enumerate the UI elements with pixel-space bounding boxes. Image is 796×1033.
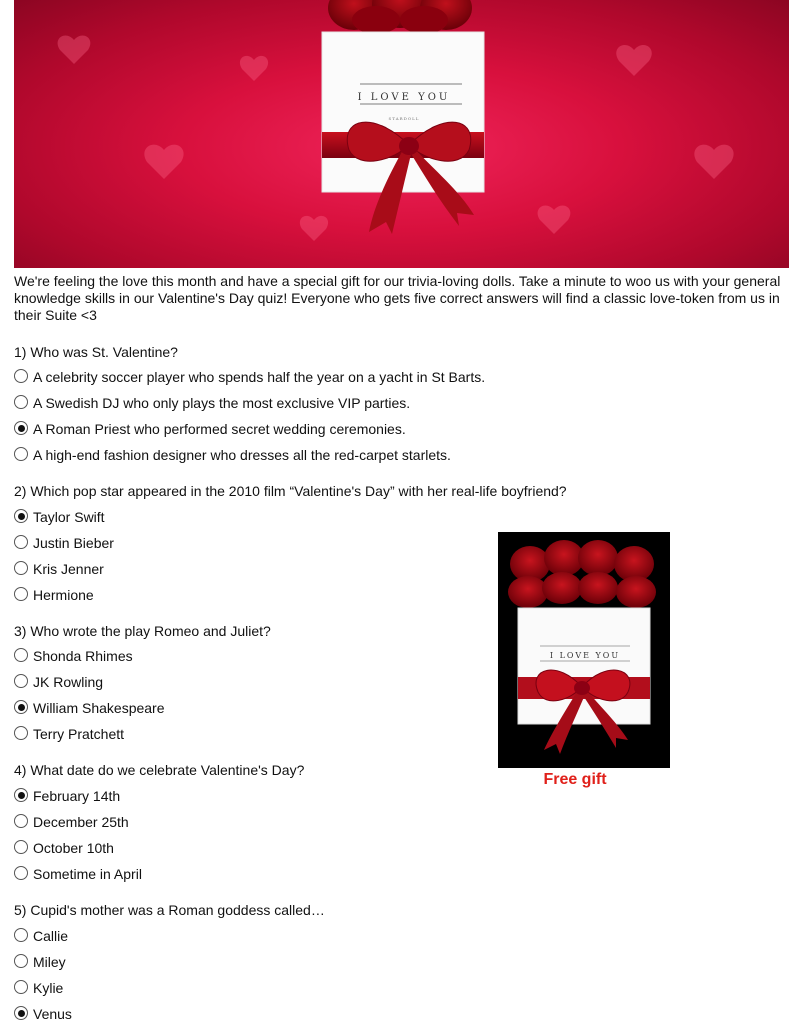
q3-option-1[interactable] xyxy=(14,646,133,666)
option-label: Taylor Swift xyxy=(33,509,105,525)
q5-option-4[interactable] xyxy=(14,1004,72,1024)
option-label: A Swedish DJ who only plays the most exclusive VIP parties. xyxy=(33,395,411,411)
question-1-text: 1) Who was St. Valentine? xyxy=(14,344,178,360)
option-label: Terry Pratchett xyxy=(33,726,125,742)
radio-button[interactable] xyxy=(14,509,28,523)
option-label: December 25th xyxy=(33,814,129,830)
free-gift-caption: Free gift xyxy=(543,771,607,788)
q3-option-2[interactable] xyxy=(14,672,103,692)
q5-option-3[interactable] xyxy=(14,978,63,998)
q2-option-1[interactable] xyxy=(14,507,105,527)
radio-button[interactable] xyxy=(14,954,28,968)
radio-button[interactable] xyxy=(14,980,28,994)
option-label: Justin Bieber xyxy=(33,535,114,551)
option-label: Shonda Rhimes xyxy=(33,648,133,664)
banner-illustration xyxy=(14,0,789,268)
gift-box-label: I LOVE YOU xyxy=(549,651,621,660)
option-label: Callie xyxy=(33,928,69,944)
option-label: Hermione xyxy=(33,587,94,603)
q1-option-1[interactable] xyxy=(14,367,485,387)
option-label: Kris Jenner xyxy=(33,561,104,577)
q5-option-2[interactable] xyxy=(14,952,66,972)
option-label: Kylie xyxy=(33,980,64,996)
radio-button[interactable] xyxy=(14,587,28,601)
q5-option-1[interactable] xyxy=(14,926,68,946)
radio-button[interactable] xyxy=(14,840,28,854)
radio-button[interactable] xyxy=(14,648,28,662)
radio-button[interactable] xyxy=(14,674,28,688)
q2-option-4[interactable] xyxy=(14,585,94,605)
question-3-text: 3) Who wrote the play Romeo and Juliet? xyxy=(14,623,271,639)
option-label: Venus xyxy=(33,1006,72,1022)
radio-button[interactable] xyxy=(14,814,28,828)
question-4-text: 4) What date do we celebrate Valentine's Day? xyxy=(14,762,305,778)
radio-button[interactable] xyxy=(14,1006,28,1020)
radio-button[interactable] xyxy=(14,788,28,802)
valentine-banner xyxy=(14,0,789,268)
radio-button[interactable] xyxy=(14,561,28,575)
radio-button[interactable] xyxy=(14,700,28,714)
option-label: JK Rowling xyxy=(33,674,104,690)
option-label: A Roman Priest who performed secret wedding ceremonies. xyxy=(33,421,406,437)
option-label: Sometime in April xyxy=(33,866,142,882)
radio-button[interactable] xyxy=(14,928,28,942)
radio-button[interactable] xyxy=(14,447,28,461)
radio-button[interactable] xyxy=(14,866,28,880)
q3-option-3[interactable] xyxy=(14,698,165,718)
radio-button[interactable] xyxy=(14,726,28,740)
question-5-text: 5) Cupid's mother was a Roman goddess called… xyxy=(14,902,325,918)
banner-box-label: I LOVE YOU xyxy=(357,92,451,103)
option-label: A celebrity soccer player who spends half the year on a yacht in St Barts. xyxy=(33,369,486,385)
q4-option-1[interactable] xyxy=(14,786,120,806)
q4-option-3[interactable] xyxy=(14,838,114,858)
gift-box-illustration xyxy=(498,532,670,768)
intro-text: We're feeling the love this month and have a special gift for our trivia-loving dolls. Take a minute to woo us with your general knowledge skills in our Valentine's Day quiz! Everyone who gets five correct answers will find a classic love-token from us in their Suite <3 xyxy=(14,273,781,323)
q2-option-2[interactable] xyxy=(14,533,114,553)
radio-button[interactable] xyxy=(14,535,28,549)
option-label: October 10th xyxy=(33,840,114,856)
question-2-text: 2) Which pop star appeared in the 2010 film “Valentine's Day” with her real-life boyfriend? xyxy=(14,483,567,499)
q3-option-4[interactable] xyxy=(14,724,124,744)
q4-option-4[interactable] xyxy=(14,864,142,884)
option-label: February 14th xyxy=(33,788,121,804)
radio-button[interactable] xyxy=(14,395,28,409)
radio-button[interactable] xyxy=(14,421,28,435)
q1-option-4[interactable] xyxy=(14,445,451,465)
option-label: William Shakespeare xyxy=(33,700,165,716)
q2-option-3[interactable] xyxy=(14,559,104,579)
q1-option-2[interactable] xyxy=(14,393,410,413)
q1-option-3[interactable] xyxy=(14,419,406,439)
banner-box-brand: STARDOLL xyxy=(388,116,420,121)
q4-option-2[interactable] xyxy=(14,812,129,832)
option-label: Miley xyxy=(33,954,66,970)
free-gift-image xyxy=(498,532,670,768)
option-label: A high-end fashion designer who dresses all the red-carpet starlets. xyxy=(33,447,451,463)
radio-button[interactable] xyxy=(14,369,28,383)
